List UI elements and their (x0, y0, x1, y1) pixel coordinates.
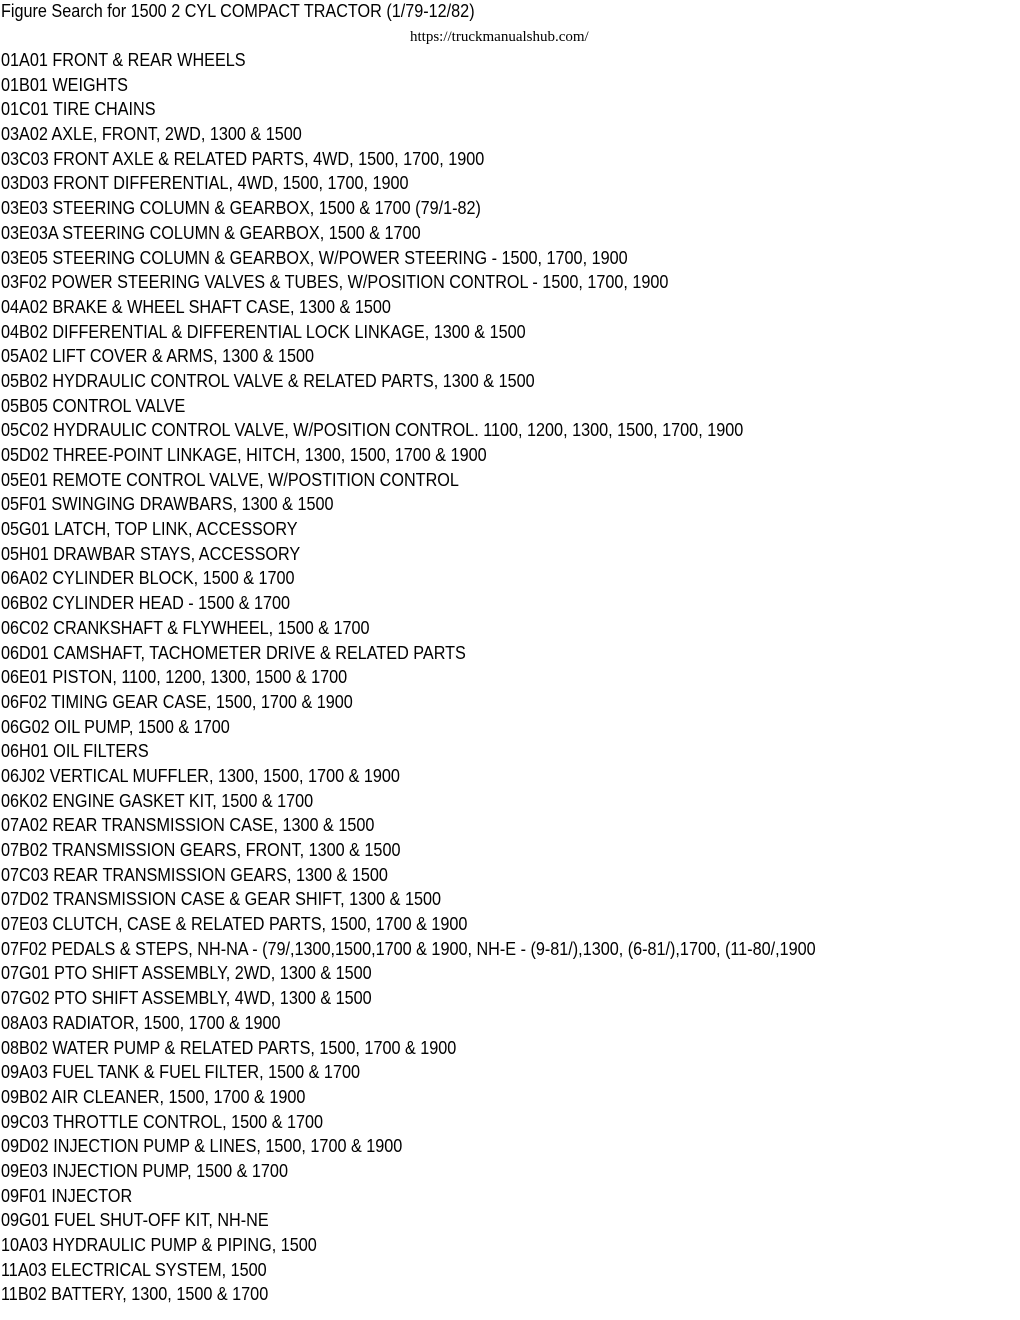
list-item: 06F02 TIMING GEAR CASE, 1500, 1700 & 1900 (1, 691, 353, 712)
list-item: 01C01 TIRE CHAINS (1, 99, 156, 120)
list-item: 03E03A STEERING COLUMN & GEARBOX, 1500 & 1700 (1, 222, 421, 243)
list-item: 09E03 INJECTION PUMP, 1500 & 1700 (1, 1160, 288, 1181)
list-item: 03E03 STEERING COLUMN & GEARBOX, 1500 & 1700 (79/1-82) (1, 198, 481, 219)
list-item: 07B02 TRANSMISSION GEARS, FRONT, 1300 & 1500 (1, 840, 401, 860)
list-item: 03A02 AXLE, FRONT, 2WD, 1300 & 1500 (1, 124, 302, 145)
list-item: 05E01 REMOTE CONTROL VALVE, W/POSTITION CONTROL (1, 469, 459, 490)
list-item: 11B02 BATTERY, 1300, 1500 & 1700 (1, 1284, 269, 1305)
list-item: 07A02 REAR TRANSMISSION CASE, 1300 & 1500 (1, 815, 375, 836)
list-item: 07D02 TRANSMISSION CASE & GEAR SHIFT, 1300 & 1500 (1, 889, 441, 910)
list-item: 09A03 FUEL TANK & FUEL FILTER, 1500 & 1700 (1, 1062, 360, 1083)
list-item: 01A01 FRONT & REAR WHEELS (1, 50, 246, 70)
list-item: 08B02 WATER PUMP & RELATED PARTS, 1500, 1700 & 1900 (1, 1037, 457, 1058)
list-item: 06D01 CAMSHAFT, TACHOMETER DRIVE & RELATED PARTS (1, 642, 466, 663)
figure-list (1, 48, 906, 1307)
list-item: 04A02 BRAKE & WHEEL SHAFT CASE, 1300 & 1500 (1, 296, 391, 317)
list-item: 09C03 THROTTLE CONTROL, 1500 & 1700 (1, 1111, 324, 1132)
list-item: 06E01 PISTON, 1100, 1200, 1300, 1500 & 1700 (1, 667, 348, 688)
list-item: 05C02 HYDRAULIC CONTROL VALVE, W/POSITION CONTROL. 1100, 1200, 1300, 1500, 1700, 1900 (1, 420, 744, 441)
list-item: 10A03 HYDRAULIC PUMP & PIPING, 1500 (1, 1235, 317, 1255)
list-item: 05H01 DRAWBAR STAYS, ACCESSORY (1, 543, 301, 564)
list-item: 09B02 AIR CLEANER, 1500, 1700 & 1900 (1, 1086, 306, 1107)
list-item: 03F02 POWER STEERING VALVES & TUBES, W/POSITION CONTROL - 1500, 1700, 1900 (1, 272, 669, 293)
list-item: 09F01 INJECTOR (1, 1185, 133, 1206)
list-item: 03D03 FRONT DIFFERENTIAL, 4WD, 1500, 1700, 1900 (1, 173, 409, 194)
list-item: 07G02 PTO SHIFT ASSEMBLY, 4WD, 1300 & 1500 (1, 988, 372, 1009)
list-item: 08A03 RADIATOR, 1500, 1700 & 1900 (1, 1012, 281, 1033)
list-item: 05B05 CONTROL VALVE (1, 395, 186, 416)
list-item: 09G01 FUEL SHUT-OFF KIT, NH-NE (1, 1210, 269, 1231)
list-item: 06B02 CYLINDER HEAD - 1500 & 1700 (1, 593, 291, 614)
list-item: 03E05 STEERING COLUMN & GEARBOX, W/POWER STEERING - 1500, 1700, 1900 (1, 247, 628, 268)
list-item: 03C03 FRONT AXLE & RELATED PARTS, 4WD, 1500, 1700, 1900 (1, 148, 485, 169)
list-item: 04B02 DIFFERENTIAL & DIFFERENTIAL LOCK LINKAGE, 1300 & 1500 (1, 321, 526, 342)
list-item: 06A02 CYLINDER BLOCK, 1500 & 1700 (1, 568, 295, 589)
list-item: 06G02 OIL PUMP, 1500 & 1700 (1, 716, 230, 737)
list-item: 06C02 CRANKSHAFT & FLYWHEEL, 1500 & 1700 (1, 617, 370, 638)
list-item: 06H01 OIL FILTERS (1, 741, 149, 762)
list-item: 05A02 LIFT COVER & ARMS, 1300 & 1500 (1, 346, 315, 367)
list-item: 09D02 INJECTION PUMP & LINES, 1500, 1700 & 1900 (1, 1136, 403, 1157)
source-url: https://truckmanualshub.com/ (410, 29, 589, 45)
list-item: 05B02 HYDRAULIC CONTROL VALVE & RELATED PARTS, 1300 & 1500 (1, 370, 535, 391)
list-item: 05F01 SWINGING DRAWBARS, 1300 & 1500 (1, 494, 334, 515)
list-item: 07C03 REAR TRANSMISSION GEARS, 1300 & 1500 (1, 864, 388, 885)
list-item: 06J02 VERTICAL MUFFLER, 1300, 1500, 1700 & 1900 (1, 765, 400, 786)
list-item: 01B01 WEIGHTS (1, 74, 128, 95)
list-item: 05D02 THREE-POINT LINKAGE, HITCH, 1300, 1500, 1700 & 1900 (1, 445, 487, 465)
list-item: 11A03 ELECTRICAL SYSTEM, 1500 (1, 1259, 267, 1280)
list-item: 06K02 ENGINE GASKET KIT, 1500 & 1700 (1, 790, 314, 811)
list-item: 07F02 PEDALS & STEPS, NH-NA - (79/,1300,1500,1700 & 1900, NH-E - (9-81/),1300, (6-81/),1700, (11-80/,1900 (1, 938, 816, 959)
page-title: Figure Search for 1500 2 CYL COMPACT TRACTOR (1/79-12/82) (1, 1, 475, 21)
list-item: 07E03 CLUTCH, CASE & RELATED PARTS, 1500, 1700 & 1900 (1, 914, 468, 935)
list-item: 05G01 LATCH, TOP LINK, ACCESSORY (1, 519, 298, 540)
list-item: 07G01 PTO SHIFT ASSEMBLY, 2WD, 1300 & 1500 (1, 963, 372, 984)
